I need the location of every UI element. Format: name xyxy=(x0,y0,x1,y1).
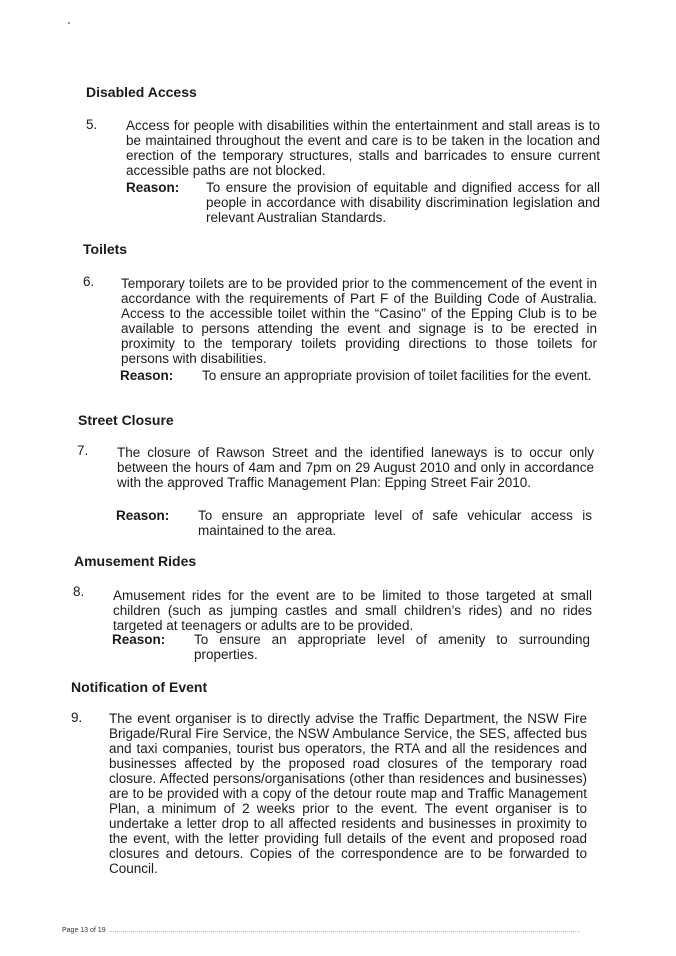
section-heading-toilets: Toilets xyxy=(83,241,128,257)
condition-text-9: The event organiser is to directly advise the Traffic Department, the NSW Fire Brigade/Rural Fire Service, the NSW Ambulance Service, the SES, affected bus and taxi companies, tourist bus operators, the RTA and all the residences and businesses affected by the proposed road closures of the temporary road closure. Affected persons/organisations (other than residences and businesses) are to be provided with a copy of the detour route map and Traffic Management Plan, a minimum of 2 weeks prior to the event. The event organiser is to undertake a letter drop to all affected residents and businesses in proximity to the event, with the letter providing full details of the event and proposed road closures and detours. Copies of the correspondence are to be forwarded to Council. xyxy=(109,711,587,876)
condition-text-7: The closure of Rawson Street and the identified laneways is to occur only between the hours of 4am and 7pm on 29 August 2010 and only in accordance with the approved Traffic Management Plan: Epping Street Fair 2010. xyxy=(117,445,594,490)
condition-text-6: Temporary toilets are to be provided prior to the commencement of the event in accordance with the requirements of Part F of the Building Code of Australia. Access to the accessible toilet within the “Casino” of the Epping Club is to be available to persons attending the event and signage is to be erected in proximity to the temporary toilets providing directions to those toilets for persons with disabilities. xyxy=(121,276,597,366)
section-heading-disabled-access: Disabled Access xyxy=(86,84,197,100)
reason-label: Reason: xyxy=(126,180,180,195)
page-number: Page 13 of 19 xyxy=(62,927,106,934)
section-heading-notification-of-event: Notification of Event xyxy=(71,679,208,695)
section-heading-amusement-rides: Amusement Rides xyxy=(74,553,197,569)
reason-row-7 xyxy=(116,508,592,540)
reason-text-7: To ensure an appropriate level of safe vehicular access is maintained to the area. xyxy=(198,508,592,538)
condition-number-6: 6. xyxy=(83,274,95,289)
reason-label: Reason: xyxy=(116,508,170,523)
condition-number-7: 7. xyxy=(77,443,89,458)
reason-row-8 xyxy=(112,632,590,664)
condition-number-5: 5. xyxy=(86,117,98,132)
condition-text-8: Amusement rides for the event are to be limited to those targeted at small children (such as jumping castles and small children’s rides) and no rides targeted at teenagers or adults are to be provided. xyxy=(113,588,592,633)
reason-text-6: To ensure an appropriate provision of toilet facilities for the event. xyxy=(202,368,592,383)
reason-text-5: To ensure the provision of equitable and dignified access for all people in accordance with disability discrimination legislation and relevant Australian Standards. xyxy=(206,180,600,225)
reason-label: Reason: xyxy=(112,632,166,647)
scan-mark xyxy=(68,22,70,24)
reason-text-8: To ensure an appropriate level of amenity to surrounding properties. xyxy=(194,632,590,662)
footer-rule xyxy=(110,931,580,932)
condition-number-9: 9. xyxy=(71,710,83,725)
reason-row-6 xyxy=(120,368,596,400)
condition-text-5: Access for people with disabilities within the entertainment and stall areas is to be maintained throughout the event and care is to be taken in the location and erection of the temporary structures, stalls and barricades to ensure current accessible paths are not blocked. xyxy=(126,118,600,178)
reason-label: Reason: xyxy=(120,368,174,383)
condition-number-8: 8. xyxy=(73,584,85,599)
section-heading-street-closure: Street Closure xyxy=(78,412,174,428)
reason-row-5 xyxy=(126,180,600,226)
